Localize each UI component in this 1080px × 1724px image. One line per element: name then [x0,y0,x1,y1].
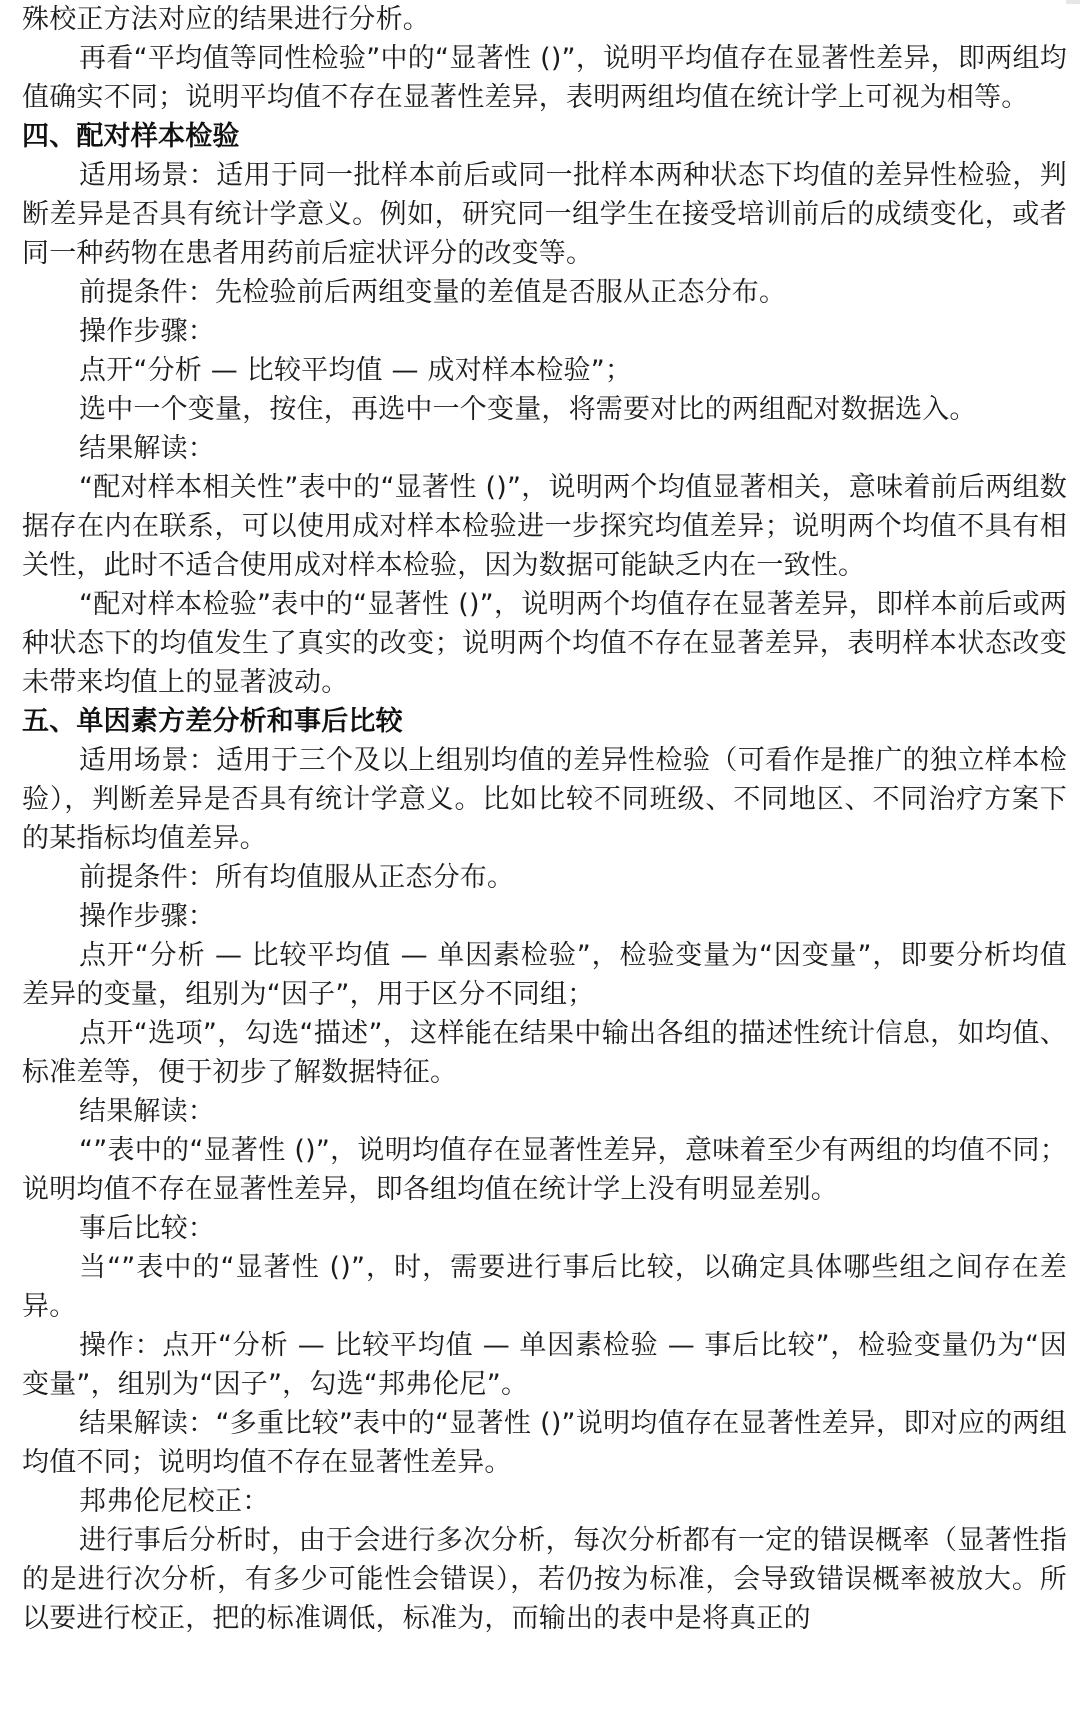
paragraph: 进行事后分析时，由于会进行多次分析，每次分析都有一定的错误概率（显著性指的是进行次分析，有多少可能性会错误），若仍按为标准，会导致错误概率被放大。所以要进行校正，把的标准调低，标准为，而输出的表中是将真正的 [22,1525,1067,1634]
paragraph: “配对样本相关性”表中的“显著性 ()”，说明两个均值显著相关，意味着前后两组数据存在内在联系，可以使用成对样本检验进一步探究均值差异；说明两个均值不具有相关性，此时不适合使用成对样本检验，因为数据可能缺乏内在一致性。 [22,472,1067,581]
paragraph: 前提条件：所有均值服从正态分布。 [79,862,515,893]
paragraph: 选中一个变量，按住，再选中一个变量，将需要对比的两组配对数据选入。 [79,394,977,425]
paragraph: 结果解读： [79,433,215,464]
paragraph: 操作：点开“分析 — 比较平均值 — 单因素检验 — 事后比较”，检验变量仍为“因变量”，组别为“因子”，勾选“邦弗伦尼”。 [22,1330,1067,1400]
paragraph: 操作步骤： [79,316,215,347]
section-heading: 五、单因素方差分析和事后比较 [22,706,403,737]
paragraph: 点开“选项”，勾选“描述”，这样能在结果中输出各组的描述性统计信息，如均值、标准差等，便于初步了解数据特征。 [22,1018,1067,1088]
paragraph: 事后比较： [79,1213,215,1244]
paragraph: 邦弗伦尼校正： [79,1486,270,1517]
paragraph: 当“”表中的“显著性 ()”，时，需要进行事后比较，以确定具体哪些组之间存在差异。 [22,1252,1067,1322]
paragraph: “”表中的“显著性 ()”，说明均值存在显著性差异，意味着至少有两组的均值不同；说明均值不存在显著性差异，即各组均值在统计学上没有明显差别。 [22,1135,1067,1205]
section-heading: 四、配对样本检验 [22,121,240,152]
paragraph: 再看“平均值等同性检验”中的“显著性 ()”，说明平均值存在显著性差异，即两组均值确实不同；说明平均值不存在显著性差异，表明两组均值在统计学上可视为相等。 [22,43,1067,113]
paragraph: 点开“分析 — 比较平均值 — 单因素检验”，检验变量为“因变量”，即要分析均值差异的变量，组别为“因子”，用于区分不同组； [22,940,1067,1010]
paragraph: 点开“分析 — 比较平均值 — 成对样本检验”； [79,355,633,386]
paragraph: “配对样本检验”表中的“显著性 ()”，说明两个均值存在显著差异，即样本前后或两种状态下的均值发生了真实的改变；说明两个均值不存在显著差异，表明样本状态改变未带来均值上的显著波动。 [22,589,1067,698]
paragraph: 适用场景：适用于三个及以上组别均值的差异性检验（可看作是推广的独立样本检验），判断差异是否具有统计学意义。比如比较不同班级、不同地区、不同治疗方案下的某指标均值差异。 [22,745,1067,854]
paragraph: 结果解读：“多重比较”表中的“显著性 ()”说明均值存在显著性差异，即对应的两组均值不同；说明均值不存在显著性差异。 [22,1408,1067,1478]
scrollbar-edge[interactable] [1066,0,1080,4]
document-body [22,0,1067,1638]
paragraph: 适用场景：适用于同一批样本前后或同一批样本两种状态下均值的差异性检验，判断差异是否具有统计学意义。例如，研究同一组学生在接受培训前后的成绩变化，或者同一种药物在患者用药前后症状评分的改变等。 [22,160,1067,269]
paragraph: 前提条件：先检验前后两组变量的差值是否服从正态分布。 [79,277,787,308]
paragraph: 结果解读： [79,1096,215,1127]
paragraph: 操作步骤： [79,901,215,932]
paragraph: 殊校正方法对应的结果进行分析。 [22,4,430,35]
